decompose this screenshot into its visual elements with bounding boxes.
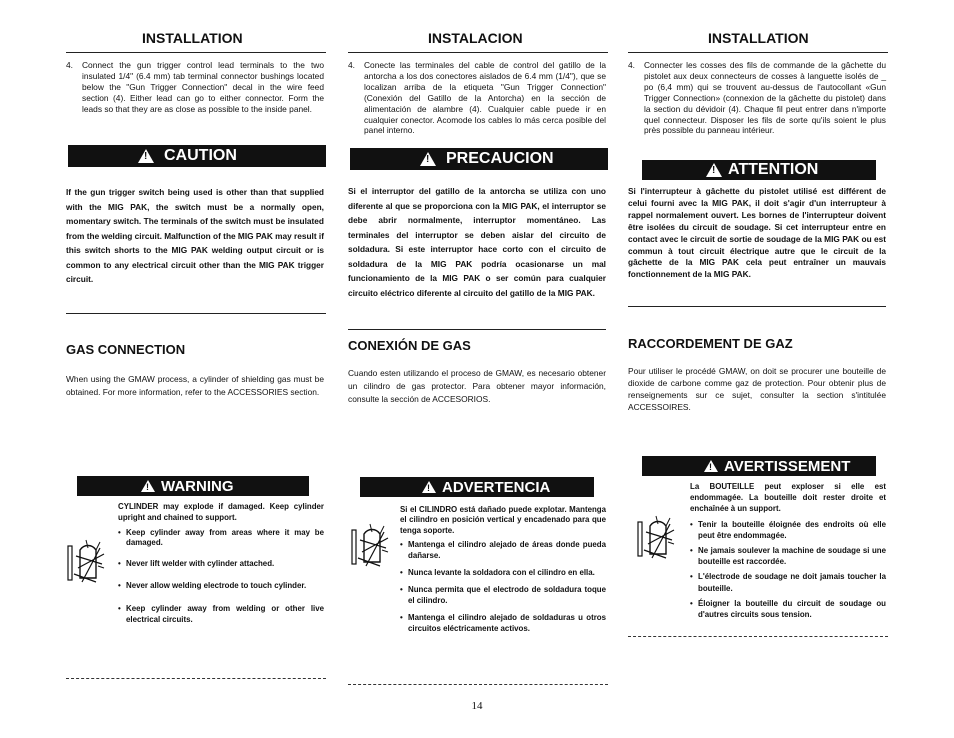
warning-item: • Tenir la bouteille éloignée des endroits où elle peut être endommagée. [690, 519, 886, 541]
caution-banner [642, 160, 876, 180]
gas-title: CONEXIÓN DE GAS [348, 338, 471, 353]
warning-body [690, 481, 886, 620]
section-rule [348, 329, 606, 330]
warning-item: • Nunca permita que el electrodo de soldadura toque el cilindro. [400, 585, 606, 606]
caution-text: Si l'interrupteur à gâchette du pistolet utilisé est différent de celui fourni avec la MIG PAK, il doit s'agir d'un interrupteur à rappel normalement ouvert. Les bornes de l'interrupteur doivent être isolées du circuit de soudage. Si cet interrupteur entre en contact avec le circuit de sortie de soudage de la MIG PAK ou est commun à tout circuit électrique autre que le circuit de la gâchette de la MIG PAK cela peut entraîner un mauvais fonctionnement de la MIG PAK. [628, 186, 886, 280]
gas-text: Cuando esten utilizando el proceso de GMAW, es necesario obtener un cilindro de gas protector. Para obtener mayor información, consulte la sección de ACCESORIOS. [348, 368, 606, 404]
gas-title: GAS CONNECTION [66, 342, 186, 357]
caution-title: ATTENTION [728, 161, 819, 178]
warning-item: • Mantenga el cilindro alejado de soldaduras u otros circuitos eléctricamente activos. [400, 613, 606, 634]
warning-banner [77, 476, 309, 496]
gas-title: RACCORDEMENT DE GAZ [628, 336, 793, 351]
warning-body [400, 505, 606, 634]
step-text: Conecte las terminales del cable de control del gatillo de la antorcha a los dos conectores aislados de 6.4 mm (1/4"), que se localizan arriba de la etiqueta "Gun Trigger Connection" (Conexión del Gatillo de la Antorcha) en la sección de alimentación de alambre (4). Cualquier cable puede ir en cualquier conector. Acomode los cables lo más cerca posible del panel interno. [364, 60, 606, 136]
warning-triangle-icon [422, 481, 436, 493]
warning-intro: Si el CILINDRO está dañado puede explotar. Mantenga el cilindro en posición vertical y encadenado para que tenga soporte. [400, 505, 606, 535]
cylinder-explosion-icon [636, 514, 678, 566]
step-4 [66, 60, 324, 115]
gas-text: Pour utiliser le procédé GMAW, on doit se procurer une bouteille de dioxide de carbone comme gaz de protection. Pour obtenir plus de renseignements sur ce sujet, consulter la section s'intitulée ACCESSOIRES. [628, 366, 886, 412]
caution-text: Si el interruptor del gatillo de la antorcha se utiliza con uno diferente al que se proporciona con la MIG PAK, el interruptor se debe abrir normalmente, interruptor momentáneo. Las terminales del interruptor se deben aislar del circuito de soldadura. Si este interruptor hace corto con el circuito de soldadura de la MIG PAK podría ocasionarse un mal funcionamiento de la MIG PAK o ser común para cualquier circuito eléctrico diferente al circuito del gatillo de la MIG PAK. [348, 186, 606, 298]
dashed-rule [628, 636, 888, 637]
warning-item: • L'électrode de soudage ne doit jamais toucher la bouteille. [690, 571, 886, 593]
cylinder-explosion-icon [350, 522, 392, 574]
header-rule [628, 52, 888, 53]
warning-triangle-icon [706, 163, 722, 177]
caution-text: If the gun trigger switch being used is other than that supplied with the MIG PAK, the switch must be a normally open, momentary switch. The terminals of the switch must be insulated from the welding circuit. Malfunction of the MIG PAK may result if this switch shorts to the MIG PAK welding output circuit or is common to any electrical circuit other than the MIG PAK trigger circuit. [66, 187, 324, 284]
warning-triangle-icon [138, 149, 154, 163]
warning-item: • Never lift welder with cylinder attached. [118, 559, 324, 570]
section-header: INSTALLATION [142, 30, 243, 46]
warning-intro: CYLINDER may explode if damaged. Keep cylinder upright and chained to support. [118, 502, 324, 522]
warning-item: • Keep cylinder away from welding or other live electrical circuits. [118, 604, 324, 626]
dashed-rule [348, 684, 608, 685]
caution-banner [68, 145, 326, 167]
section-rule [66, 313, 326, 314]
section-rule [628, 306, 886, 307]
section-header: INSTALLATION [708, 30, 809, 46]
header-rule [66, 52, 326, 53]
caution-title: PRECAUCION [446, 150, 554, 167]
step-text: Connect the gun trigger control lead terminals to the two insulated 1/4" (6.4 mm) tab terminal connector bushings located below the "Gun Trigger Connection" decal in the wire feed section (4). Either lead can go to either connector. Form the leads so that they are as close as possible to the inside panel. [82, 60, 324, 114]
section-header: INSTALACION [428, 30, 523, 46]
warning-item: • Ne jamais soulever la machine de soudage si une bouteille est raccordée. [690, 545, 886, 567]
gas-text: When using the GMAW process, a cylinder of shielding gas must be obtained. For more information, refer to the ACCESSORIES section. [66, 374, 324, 397]
warning-item: • Keep cylinder away from areas where it may be damaged. [118, 528, 324, 550]
warning-item: • Never allow welding electrode to touch cylinder. [118, 581, 324, 592]
warning-title: AVERTISSEMENT [724, 457, 851, 475]
warning-title: ADVERTENCIA [442, 478, 551, 496]
warning-body [118, 502, 324, 625]
warning-triangle-icon [420, 152, 436, 166]
step-number: 4. [348, 60, 355, 70]
warning-triangle-icon [141, 480, 155, 492]
warning-item: • Nunca levante la soldadora con el cilindro en ella. [400, 568, 606, 578]
caution-title: CAUTION [164, 147, 237, 164]
warning-banner [642, 456, 876, 476]
step-number: 4. [628, 60, 635, 70]
caution-banner [350, 148, 608, 170]
step-4 [628, 60, 886, 136]
page-number: 14 [471, 700, 483, 712]
warning-item: • Mantenga el cilindro alejado de áreas donde pueda dañarse. [400, 540, 606, 561]
step-text: Connecter les cosses des fils de commande de la gâchette du pistolet aux deux connecteurs de cosses à languette isolés de _ po (6,4 mm) qui se trouvent au-dessus de l'autocollant «Gun Trigger Connection» (connexion de la gâchette du pistolet) dans la section du dévidoir (4). Chaque fil peut entrer dans n'importe quel connecteur. Disposer les fils de sorte qu'ils soient le plus près possible du panneau intérieur. [644, 60, 886, 136]
step-number: 4. [66, 60, 73, 70]
warning-banner [360, 477, 594, 497]
warning-item: • Éloigner la bouteille du circuit de soudage ou d'autres circuits sous tension. [690, 598, 886, 620]
warning-triangle-icon [704, 460, 718, 472]
cylinder-explosion-icon [66, 538, 108, 590]
step-4 [348, 60, 606, 136]
header-rule [348, 52, 608, 53]
warning-title: WARNING [161, 477, 234, 495]
dashed-rule [66, 678, 326, 679]
warning-intro: La BOUTEILLE peut exploser si elle est endommagée. La bouteille doit rester droite et enchaînée à un support. [690, 482, 886, 514]
